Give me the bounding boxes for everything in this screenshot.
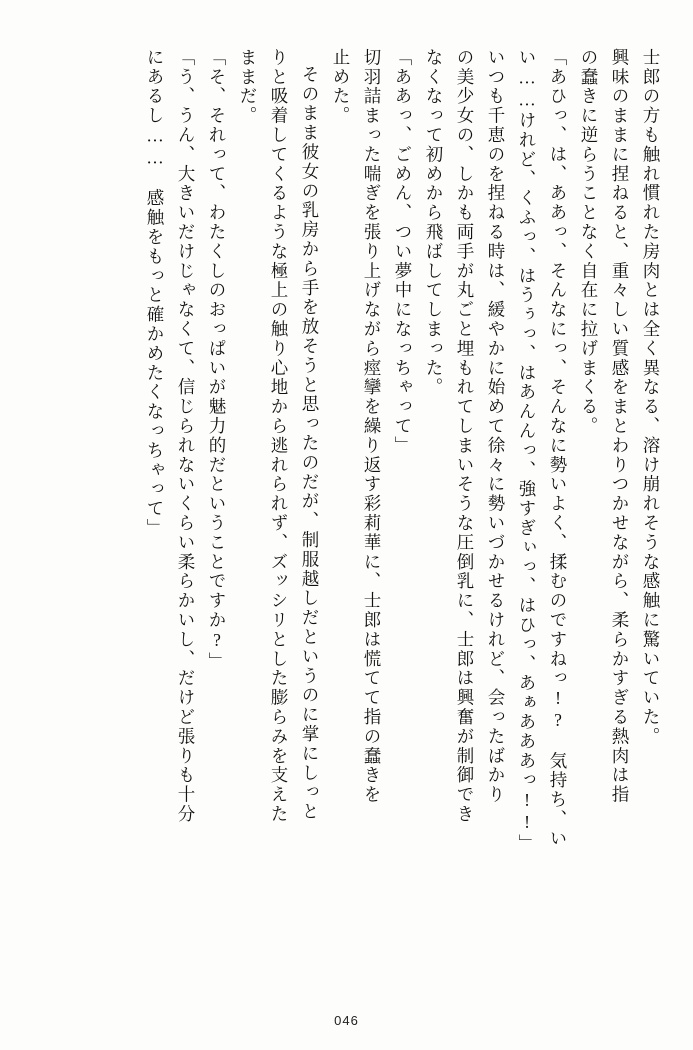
text-line: 「そ、それって、わたくしのおっぱいが魅力的だということですか?」 [207,48,227,672]
text-line: なくなって初めから飛ばしてしまった。 [424,48,444,398]
text-line: いつも千恵のを捏ねる時は、緩やかに始めて徐々に勢いづかせるけれど、会ったばかり [486,48,506,805]
body-text [36,48,659,978]
text-line: 「ああっ、ごめん、つい夢中になっちゃって」 [393,48,413,456]
page-number: 046 [334,1013,359,1028]
text-line: そのまま彼女の乳房から手を放そうと思ったのだが、制服越しだというのに掌にしっと [300,65,320,822]
text-line: 士郎の方も触れ慣れた房肉とは全く異なる、溶け崩れそうな感触に驚いていた。 [641,48,661,747]
text-line: の蠢きに逆らうことなく自在に拉げまくる。 [579,48,599,436]
text-line: 興味のままに捏ねると、重々しい質感をまとわりつかせながら、柔らかすぎる熱肉は指 [610,48,630,805]
text-line: にあるし…… 感触をもっと確かめたくなっちゃって」 [145,48,165,538]
text-line: の美少女の、しかも両手が丸ごと埋もれてしまいそうな圧倒乳に、士郎は興奮が制御でき [455,48,475,824]
text-line: 「あひっ、は、ああっ、そんなにっ、そんなに勢いよく、揉むのですねっ!? 気持ち、い [548,48,568,849]
text-line: い……けれど、くふっ、はうぅっ、はあんんっ、強すぎぃっ、はひっ、あぁあああっ!!」 [517,48,537,854]
text-line: ままだ。 [238,48,258,126]
text-line: 切羽詰まった喘ぎを張り上げながら痙攣を繰り返す彩莉華に、士郎は慌てて指の蠢きを [362,48,382,805]
text-line: 止めた。 [331,48,351,126]
text-line: 「う、うん、大きいだけじゃなくて、信じられないくらい柔らかいし、だけど張りも十分 [176,48,196,824]
text-line: りと吸着してくるような極上の触り心地から逃れられず、ズッシリとした膨らみを支えた [269,48,289,824]
